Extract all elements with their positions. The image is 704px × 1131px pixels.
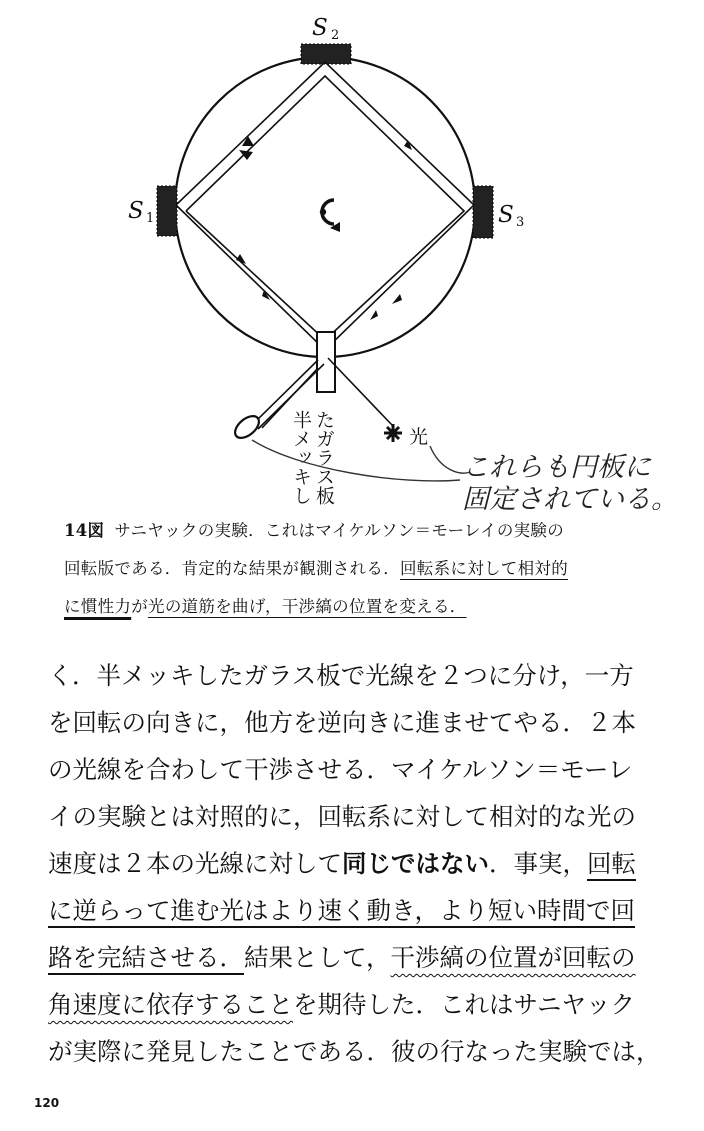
body-text xyxy=(48,652,668,1075)
mirror-s2 xyxy=(301,44,351,64)
light-path-inner xyxy=(186,76,464,340)
body-line: に逆らって進む光はより速く動き，より短い時間で回 xyxy=(48,896,636,925)
handwritten-note-line1: これらも円板に xyxy=(462,452,651,483)
label-s3-sub: 3 xyxy=(516,215,525,230)
caption-line-2: 回転版である．肯定的な結果が観測される．回転系に対して相対的 xyxy=(64,559,568,578)
label-half-mirror: 半メッキし xyxy=(290,410,312,505)
mirror-s3 xyxy=(473,186,493,238)
mirror-s1 xyxy=(157,186,177,236)
page-number: 120 xyxy=(34,1096,60,1110)
label-s2-sub: 2 xyxy=(331,28,340,43)
light-source-icon xyxy=(384,424,402,442)
body-line: イの実験とは対照的に，回転系に対して相対的な光の xyxy=(48,802,636,831)
body-line: を回転の向きに，他方を逆向きに進ませてやる．２本 xyxy=(48,708,636,737)
label-s1-sub: 1 xyxy=(146,211,155,226)
body-line: く．半メッキしたガラス板で光線を２つに分け，一方 xyxy=(48,661,634,690)
figure-caption xyxy=(64,512,664,626)
label-glass-plate: たガラス板 xyxy=(313,410,335,505)
handwritten-note-line2: 固定されている。 xyxy=(462,484,678,510)
label-s2: S xyxy=(312,15,328,41)
body-line: が実際に発見したことである．彼の行なった実験では， xyxy=(48,1037,661,1066)
annotation-leader-line xyxy=(252,440,470,481)
caption-line-1: 14図 サニヤックの実験．これはマイケルソン＝モーレイの実験の xyxy=(64,521,565,540)
label-s1: S xyxy=(128,198,144,224)
body-line: 速度は２本の光線に対して同じではない．事実，回転 xyxy=(48,849,636,878)
label-s3: S xyxy=(498,202,514,228)
figure-number: 14図 xyxy=(64,521,105,540)
rotation-direction-icon xyxy=(320,200,340,232)
body-line: 角速度に依存することを期待した．これはサニヤック xyxy=(48,990,636,1019)
detector-icon xyxy=(231,412,263,442)
caption-line-3: に慣性力が光の道筋を曲げ，干渉縞の位置を変える． xyxy=(64,597,467,616)
body-line: の光線を合わして干渉させる．マイケルソン＝モーレ xyxy=(48,755,633,784)
body-line: 路を完結させる．結果として，干渉縞の位置が回転の xyxy=(48,943,636,972)
emphasis-not-same: 同じではない xyxy=(342,849,489,878)
label-light: 光 xyxy=(409,426,429,448)
path-arrows xyxy=(236,136,412,320)
sagnac-diagram xyxy=(0,0,704,510)
source-beam xyxy=(328,358,392,425)
